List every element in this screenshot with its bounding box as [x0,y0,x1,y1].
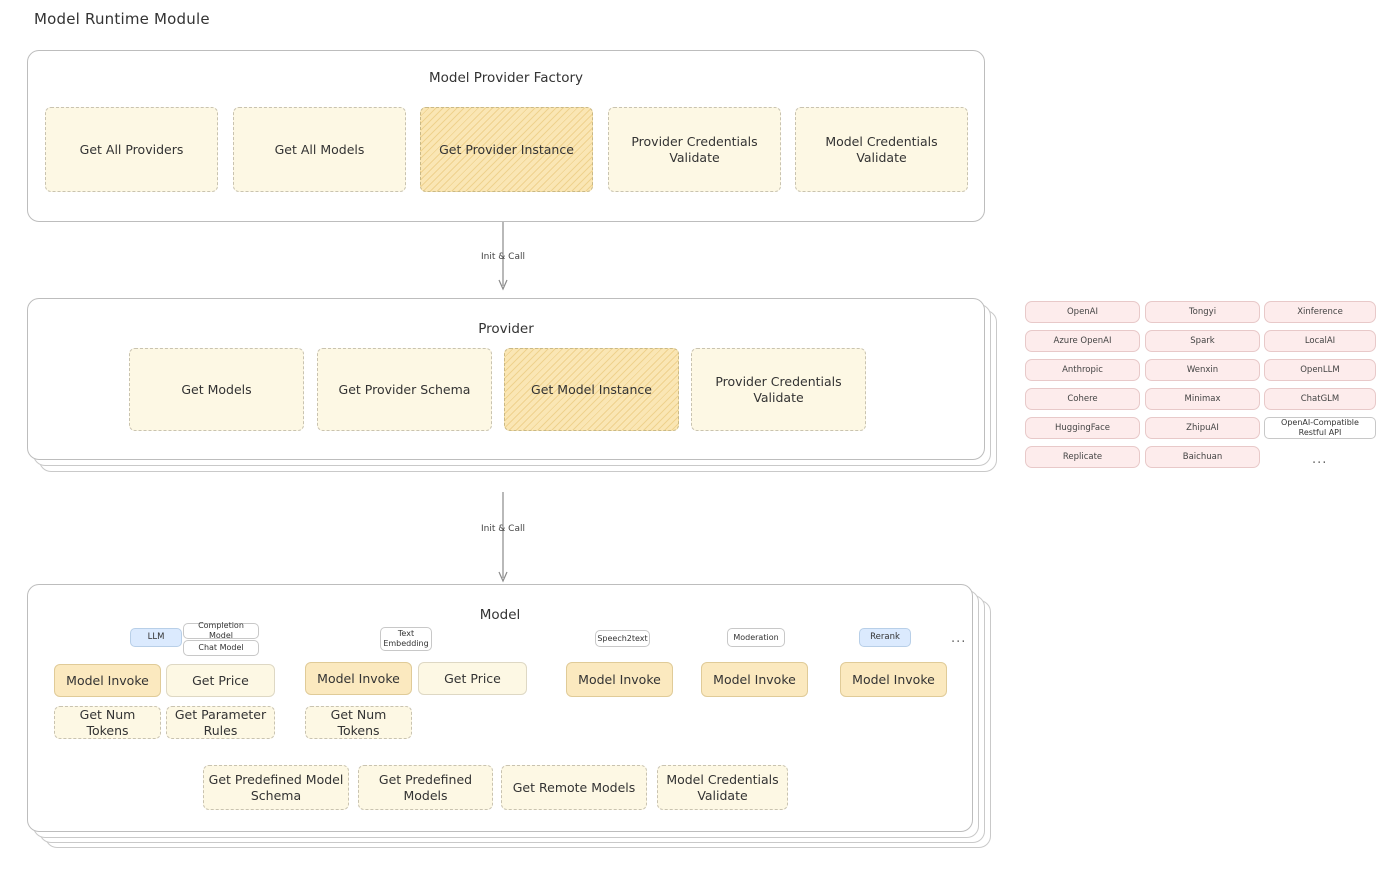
model-title: Model [479,607,521,623]
provider-node-get-models[interactable]: Get Models [129,348,304,431]
page-title: Model Runtime Module [34,10,210,28]
model-type-rerank[interactable]: Rerank [859,628,911,647]
provider-list-replicate[interactable]: Replicate [1025,446,1140,468]
text-embedding-action-get-num-tokens[interactable]: Get Num Tokens [305,706,412,739]
model-action-get-remote-models[interactable]: Get Remote Models [501,765,647,810]
provider-list-baichuan[interactable]: Baichuan [1145,446,1260,468]
moderation-action-model-invoke[interactable]: Model Invoke [701,662,808,697]
factory-node-model-credentials-validate[interactable]: Model Credentials Validate [795,107,968,192]
factory-node-get-provider-instance[interactable]: Get Provider Instance [420,107,593,192]
provider-list-openllm[interactable]: OpenLLM [1264,359,1376,381]
provider-node-get-model-instance[interactable]: Get Model Instance [504,348,679,431]
llm-action-get-price[interactable]: Get Price [166,664,275,697]
provider-list-cohere[interactable]: Cohere [1025,388,1140,410]
model-types-more: ... [951,631,967,646]
llm-action-model-invoke[interactable]: Model Invoke [54,664,161,697]
factory-node-provider-credentials-validate[interactable]: Provider Credentials Validate [608,107,781,192]
provider-list-openai-compatible-restful-api[interactable]: OpenAI-Compatible Restful API [1264,417,1376,439]
model-action-get-predefined-models[interactable]: Get Predefined Models [358,765,493,810]
provider-list-azure-openai[interactable]: Azure OpenAI [1025,330,1140,352]
provider-list-wenxin[interactable]: Wenxin [1145,359,1260,381]
model-type-text-embedding[interactable]: Text Embedding [380,627,432,651]
provider-list-tongyi[interactable]: Tongyi [1145,301,1260,323]
provider-node-get-provider-schema[interactable]: Get Provider Schema [317,348,492,431]
model-provider-factory-title: Model Provider Factory [428,70,583,86]
llm-action-get-num-tokens[interactable]: Get Num Tokens [54,706,161,739]
factory-node-get-all-providers[interactable]: Get All Providers [45,107,218,192]
model-type-llm-sub-chat-model[interactable]: Chat Model [183,640,259,656]
provider-list-zhipuai[interactable]: ZhipuAI [1145,417,1260,439]
llm-action-get-parameter-rules[interactable]: Get Parameter Rules [166,706,275,739]
arrow-provider-to-model-label: Init & Call [481,524,525,534]
provider-list-minimax[interactable]: Minimax [1145,388,1260,410]
arrow-provider-to-model [498,492,514,586]
arrow-factory-to-provider-label: Init & Call [481,252,525,262]
provider-list-openai[interactable]: OpenAI [1025,301,1140,323]
speech2text-action-model-invoke[interactable]: Model Invoke [566,662,673,697]
provider-list-more: ... [1312,452,1328,467]
provider-list-anthropic[interactable]: Anthropic [1025,359,1140,381]
provider-list-xinference[interactable]: Xinference [1264,301,1376,323]
text-embedding-action-model-invoke[interactable]: Model Invoke [305,662,412,695]
provider-list-huggingface[interactable]: HuggingFace [1025,417,1140,439]
model-type-speech2text[interactable]: Speech2text [595,630,650,647]
factory-node-get-all-models[interactable]: Get All Models [233,107,406,192]
rerank-action-model-invoke[interactable]: Model Invoke [840,662,947,697]
text-embedding-action-get-price[interactable]: Get Price [418,662,527,695]
provider-node-provider-credentials-validate[interactable]: Provider Credentials Validate [691,348,866,431]
model-type-moderation[interactable]: Moderation [727,628,785,647]
provider-list-chatglm[interactable]: ChatGLM [1264,388,1376,410]
model-type-llm[interactable]: LLM [130,628,182,647]
provider-title: Provider [478,321,534,337]
model-action-get-predefined-model-schema[interactable]: Get Predefined Model Schema [203,765,349,810]
model-type-llm-sub-completion-model[interactable]: Completion Model [183,623,259,639]
model-action-model-credentials-validate[interactable]: Model Credentials Validate [657,765,788,810]
provider-list-spark[interactable]: Spark [1145,330,1260,352]
provider-list-localai[interactable]: LocalAI [1264,330,1376,352]
